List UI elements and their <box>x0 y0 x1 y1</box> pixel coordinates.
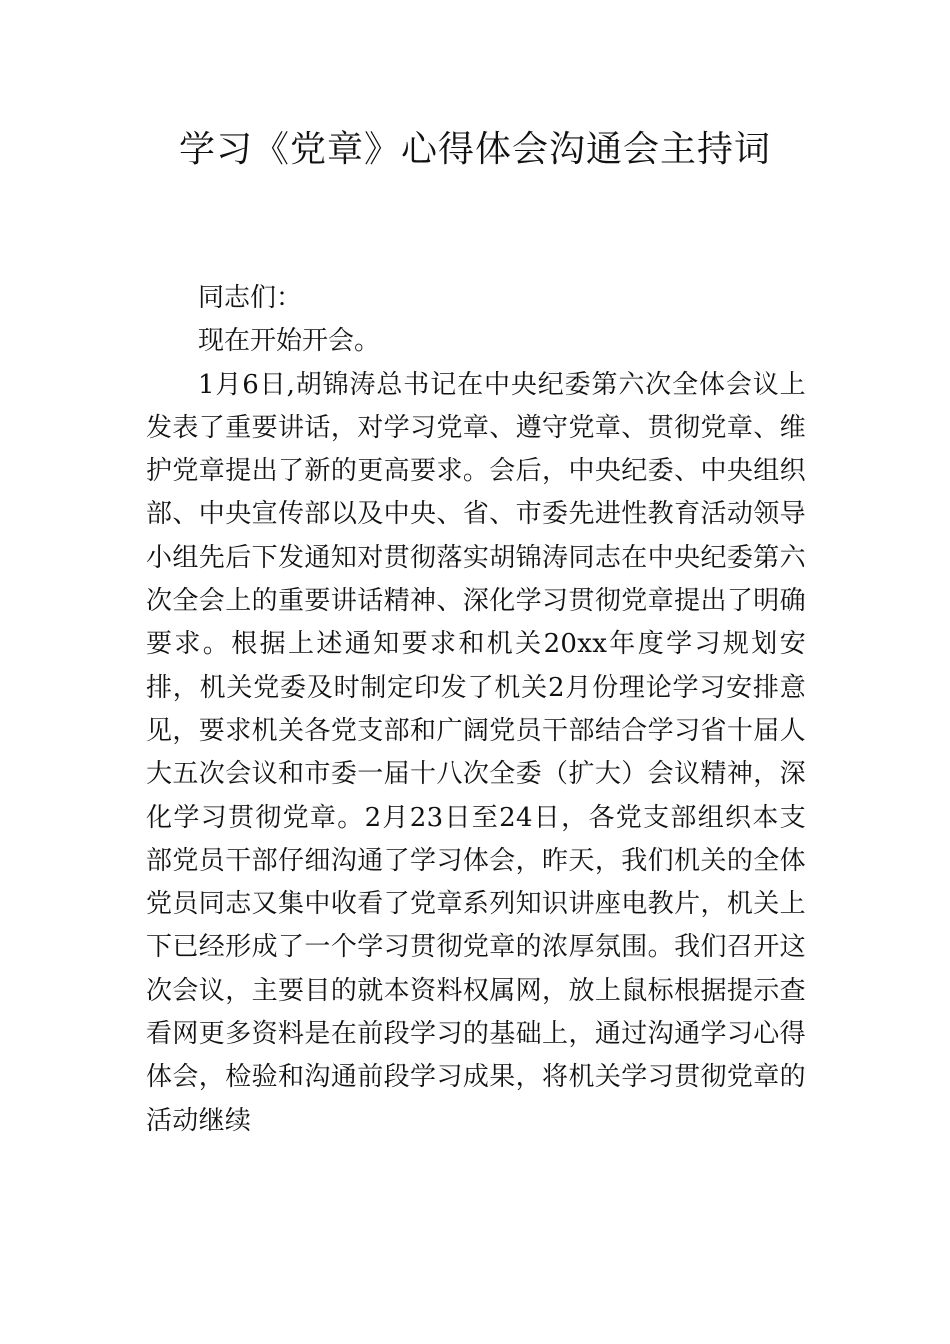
paragraph-main: 1月6日,胡锦涛总书记在中央纪委第六次全体会议上发表了重要讲话，对学习党章、遵守党章、贯彻党章、维护党章提出了新的更高要求。会后，中央纪委、中央组织部、中央宣传部以及中央、省、市委先进性教育活动领导小组先后下发通知对贯彻落实胡锦涛同志在中央纪委第六次全会上的重要讲话精神、深化学习贯彻党章提出了明确要求。根据上述通知要求和机关20xx年度学习规划安排，机关党委及时制定印发了机关2月份理论学习安排意见，要求机关各党支部和广阔党员干部结合学习省十届人大五次会议和市委一届十八次全委（扩大）会议精神，深化学习贯彻党章。2月23日至24日，各党支部组织本支部党员干部仔细沟通了学习体会，昨天，我们机关的全体党员同志又集中收看了党章系列知识讲座电教片，机关上下已经形成了一个学习贯彻党章的浓厚氛围。我们召开这次会议，主要目的就本资料权属网，放上鼠标根据提示查看网更多资料是在前段学习的基础上，通过沟通学习心得体会，检验和沟通前段学习成果，将机关学习贯彻党章的活动继续 <box>146 369 806 1136</box>
document-title: 学习《党章》心得体会沟通会主持词 <box>178 129 771 170</box>
paragraph-greeting: 同志们： <box>198 283 303 313</box>
document-body <box>146 277 806 1143</box>
paragraph-opening: 现在开始开会。 <box>198 326 381 357</box>
